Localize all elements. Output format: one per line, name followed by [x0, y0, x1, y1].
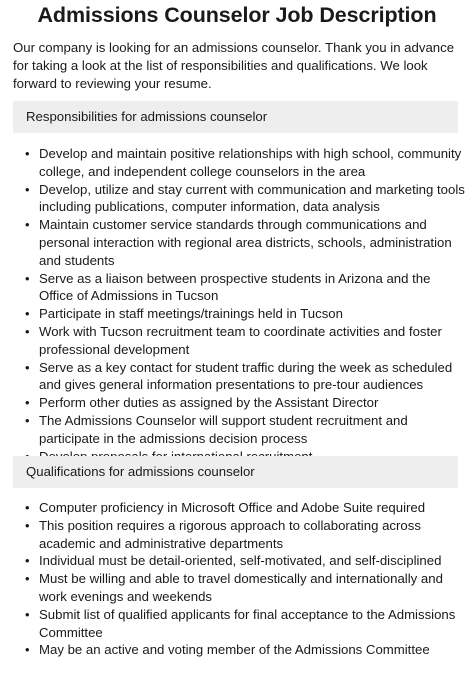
- list-item-text: Computer proficiency in Microsoft Office and Adobe Suite required: [39, 500, 426, 515]
- list-item: [0, 412, 474, 448]
- list-item: [0, 145, 474, 181]
- bullet-icon: •: [25, 181, 30, 197]
- bullet-icon: •: [25, 500, 30, 515]
- bullet-icon: •: [25, 606, 30, 622]
- intro-paragraph: Our company is looking for an admissions counselor. Thank you in advance for taking a look at the list of responsibilities and qualifications. We look forward to reviewing your resume.: [13, 40, 455, 91]
- bullet-icon: •: [25, 146, 30, 161]
- list-item-text: Work with Tucson recruitment team to coordinate activities and foster professional development: [39, 323, 442, 357]
- list-item: [0, 359, 474, 395]
- responsibilities-list: [0, 145, 474, 465]
- bullet-icon: •: [25, 306, 30, 322]
- bullet-icon: •: [25, 517, 30, 533]
- list-item-text: Maintain customer service standards through communications and personal interaction with regional area districts, schools, administration and students: [39, 217, 452, 268]
- bullet-icon: •: [25, 571, 30, 587]
- bullet-icon: •: [25, 642, 30, 658]
- bullet-icon: •: [25, 323, 30, 339]
- list-item-text: May be an active and voting member of the Admissions Committee: [39, 642, 430, 658]
- list-item-text: Serve as a liaison between prospective students in Arizona and the Office of Admissions in Tucson: [39, 270, 431, 304]
- list-item-text: This position requires a rigorous approach to collaborating across academic and administrative departments: [39, 517, 421, 551]
- list-item-text: Individual must be detail-oriented, self-motivated, and self-disciplined: [39, 553, 442, 569]
- list-item: [0, 552, 474, 570]
- list-item-text: Submit list of qualified applicants for final acceptance to the Admissions Committee: [39, 606, 456, 640]
- list-item: [0, 570, 474, 606]
- list-item: [0, 394, 474, 412]
- list-item: [0, 517, 474, 553]
- list-item: [0, 181, 474, 217]
- list-item-text: Develop, utilize and stay current with communication and marketing tools including publications, computer information, data analysis: [39, 181, 465, 215]
- list-item: [0, 606, 474, 642]
- list-item-text: Serve as a key contact for student traffic during the week as scheduled and gives general information presentations to pre-tour audiences: [39, 359, 453, 393]
- list-item-text: Perform other duties as assigned by the Assistant Director: [39, 395, 379, 411]
- bullet-icon: •: [25, 359, 30, 375]
- qualifications-list: [0, 499, 474, 659]
- qualifications-heading: Qualifications for admissions counselor: [13, 456, 458, 488]
- bullet-icon: •: [25, 270, 30, 286]
- bullet-icon: •: [25, 395, 30, 411]
- list-item: [0, 305, 474, 323]
- list-item-text: Must be willing and able to travel domestically and internationally and work evenings and weekends: [39, 571, 443, 604]
- list-item: [0, 270, 474, 306]
- list-item: [0, 216, 474, 269]
- responsibilities-heading: Responsibilities for admissions counselor: [13, 101, 458, 133]
- bullet-icon: •: [25, 553, 30, 569]
- list-item-text: Develop and maintain positive relationships with high school, community college, and independent college counselors in the area: [39, 146, 462, 179]
- bullet-icon: •: [25, 412, 30, 428]
- list-item: [0, 641, 474, 659]
- list-item: [0, 499, 474, 517]
- list-item: [0, 323, 474, 359]
- bullet-icon: •: [25, 217, 30, 233]
- page-title: Admissions Counselor Job Description: [37, 3, 437, 27]
- list-item-text: Participate in staff meetings/trainings held in Tucson: [39, 306, 343, 322]
- list-item-text: The Admissions Counselor will support student recruitment and participate in the admissions decision process: [39, 412, 408, 446]
